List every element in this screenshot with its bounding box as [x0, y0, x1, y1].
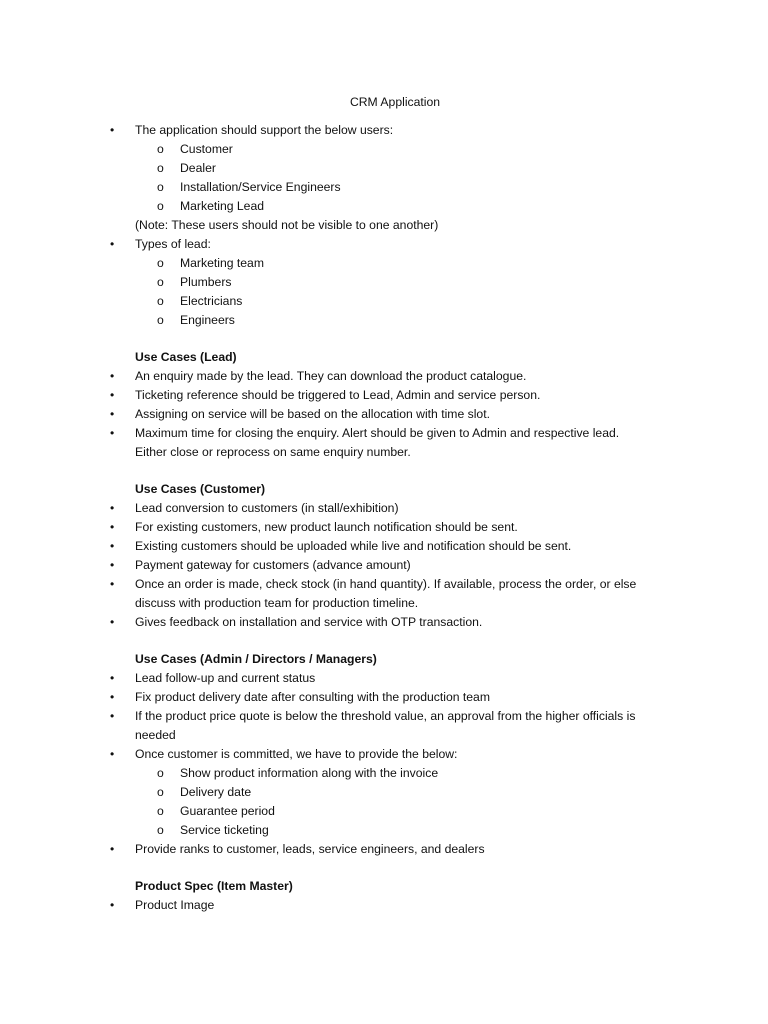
sub-list-item: o Customer	[0, 140, 768, 159]
sub-list-item: o Service ticketing	[0, 821, 768, 840]
sub-list-item: o Delivery date	[0, 783, 768, 802]
list-item: • Lead follow-up and current status	[0, 669, 768, 688]
sub-bullet-icon: o	[157, 180, 164, 194]
bullet-icon: •	[110, 388, 115, 402]
spacer	[0, 462, 768, 480]
sub-list-item: o Plumbers	[0, 273, 768, 292]
section-heading-customer: Use Cases (Customer)	[135, 482, 266, 496]
list-item: • Provide ranks to customer, leads, service engineers, and dealers	[0, 840, 768, 859]
bullet-icon: •	[110, 407, 115, 421]
bullet-icon: •	[110, 237, 115, 251]
section-heading-lead: Use Cases (Lead)	[135, 350, 237, 364]
list-item: • Once an order is made, check stock (in hand quantity). If available, process the order, or else	[0, 575, 768, 594]
list-item: • Fix product delivery date after consulting with the production team	[0, 688, 768, 707]
bullet-icon: •	[110, 369, 115, 383]
list-item-continuation: discuss with production team for production timeline.	[135, 596, 419, 610]
list-item: • Product Image	[0, 896, 768, 915]
bullet-icon: •	[110, 615, 115, 629]
list-item-continuation: Either close or reprocess on same enquiry number.	[135, 445, 411, 459]
sub-bullet-icon: o	[157, 823, 164, 837]
bullet-icon: •	[110, 501, 115, 515]
bullet-icon: •	[110, 577, 115, 591]
sub-bullet-icon: o	[157, 804, 164, 818]
sub-bullet-icon: o	[157, 766, 164, 780]
bullet-icon: •	[110, 123, 115, 137]
sub-bullet-icon: o	[157, 142, 164, 156]
list-item: • For existing customers, new product launch notification should be sent.	[0, 518, 768, 537]
section-heading-product: Product Spec (Item Master)	[135, 879, 293, 893]
sub-bullet-icon: o	[157, 785, 164, 799]
users-note: (Note: These users should not be visible to one another)	[135, 218, 439, 232]
sub-list-item: o Guarantee period	[0, 802, 768, 821]
list-item-users-intro: • The application should support the below users:	[0, 121, 768, 140]
list-item: • Lead conversion to customers (in stall/exhibition)	[0, 499, 768, 518]
sub-list-item: o Show product information along with the invoice	[0, 764, 768, 783]
sub-bullet-icon: o	[157, 256, 164, 270]
bullet-icon: •	[110, 842, 115, 856]
sub-bullet-icon: o	[157, 294, 164, 308]
bullet-icon: •	[110, 709, 115, 723]
sub-bullet-icon: o	[157, 161, 164, 175]
bullet-icon: •	[110, 426, 115, 440]
sub-list-item: o Engineers	[0, 311, 768, 330]
list-item: • Gives feedback on installation and service with OTP transaction.	[0, 613, 768, 632]
document-title: CRM Application	[349, 95, 441, 109]
sub-list-item: o Marketing Lead	[0, 197, 768, 216]
spacer	[0, 632, 768, 650]
list-item: • Assigning on service will be based on the allocation with time slot.	[0, 405, 768, 424]
bullet-icon: •	[110, 690, 115, 704]
bullet-icon: •	[110, 671, 115, 685]
bullet-icon: •	[110, 747, 115, 761]
spacer	[0, 330, 768, 348]
list-item: • Ticketing reference should be triggered to Lead, Admin and service person.	[0, 386, 768, 405]
list-item: • Maximum time for closing the enquiry. Alert should be given to Admin and respective lead.	[0, 424, 768, 443]
sub-bullet-icon: o	[157, 275, 164, 289]
list-item: • If the product price quote is below the threshold value, an approval from the higher officials is	[0, 707, 768, 726]
sub-list-item: o Installation/Service Engineers	[0, 178, 768, 197]
document-body	[0, 121, 768, 915]
sub-list-item: o Dealer	[0, 159, 768, 178]
spacer	[0, 859, 768, 877]
list-item-continuation: needed	[135, 728, 176, 742]
bullet-icon: •	[110, 898, 115, 912]
list-item: • Existing customers should be uploaded while live and notification should be sent.	[0, 537, 768, 556]
section-heading-admin: Use Cases (Admin / Directors / Managers)	[135, 652, 377, 666]
sub-bullet-icon: o	[157, 313, 164, 327]
list-item: • An enquiry made by the lead. They can download the product catalogue.	[0, 367, 768, 386]
sub-bullet-icon: o	[157, 199, 164, 213]
bullet-icon: •	[110, 520, 115, 534]
list-item-lead-types: • Types of lead:	[0, 235, 768, 254]
list-item: • Payment gateway for customers (advance amount)	[0, 556, 768, 575]
list-item: • Once customer is committed, we have to provide the below:	[0, 745, 768, 764]
sub-list-item: o Marketing team	[0, 254, 768, 273]
bullet-icon: •	[110, 539, 115, 553]
sub-list-item: o Electricians	[0, 292, 768, 311]
bullet-icon: •	[110, 558, 115, 572]
